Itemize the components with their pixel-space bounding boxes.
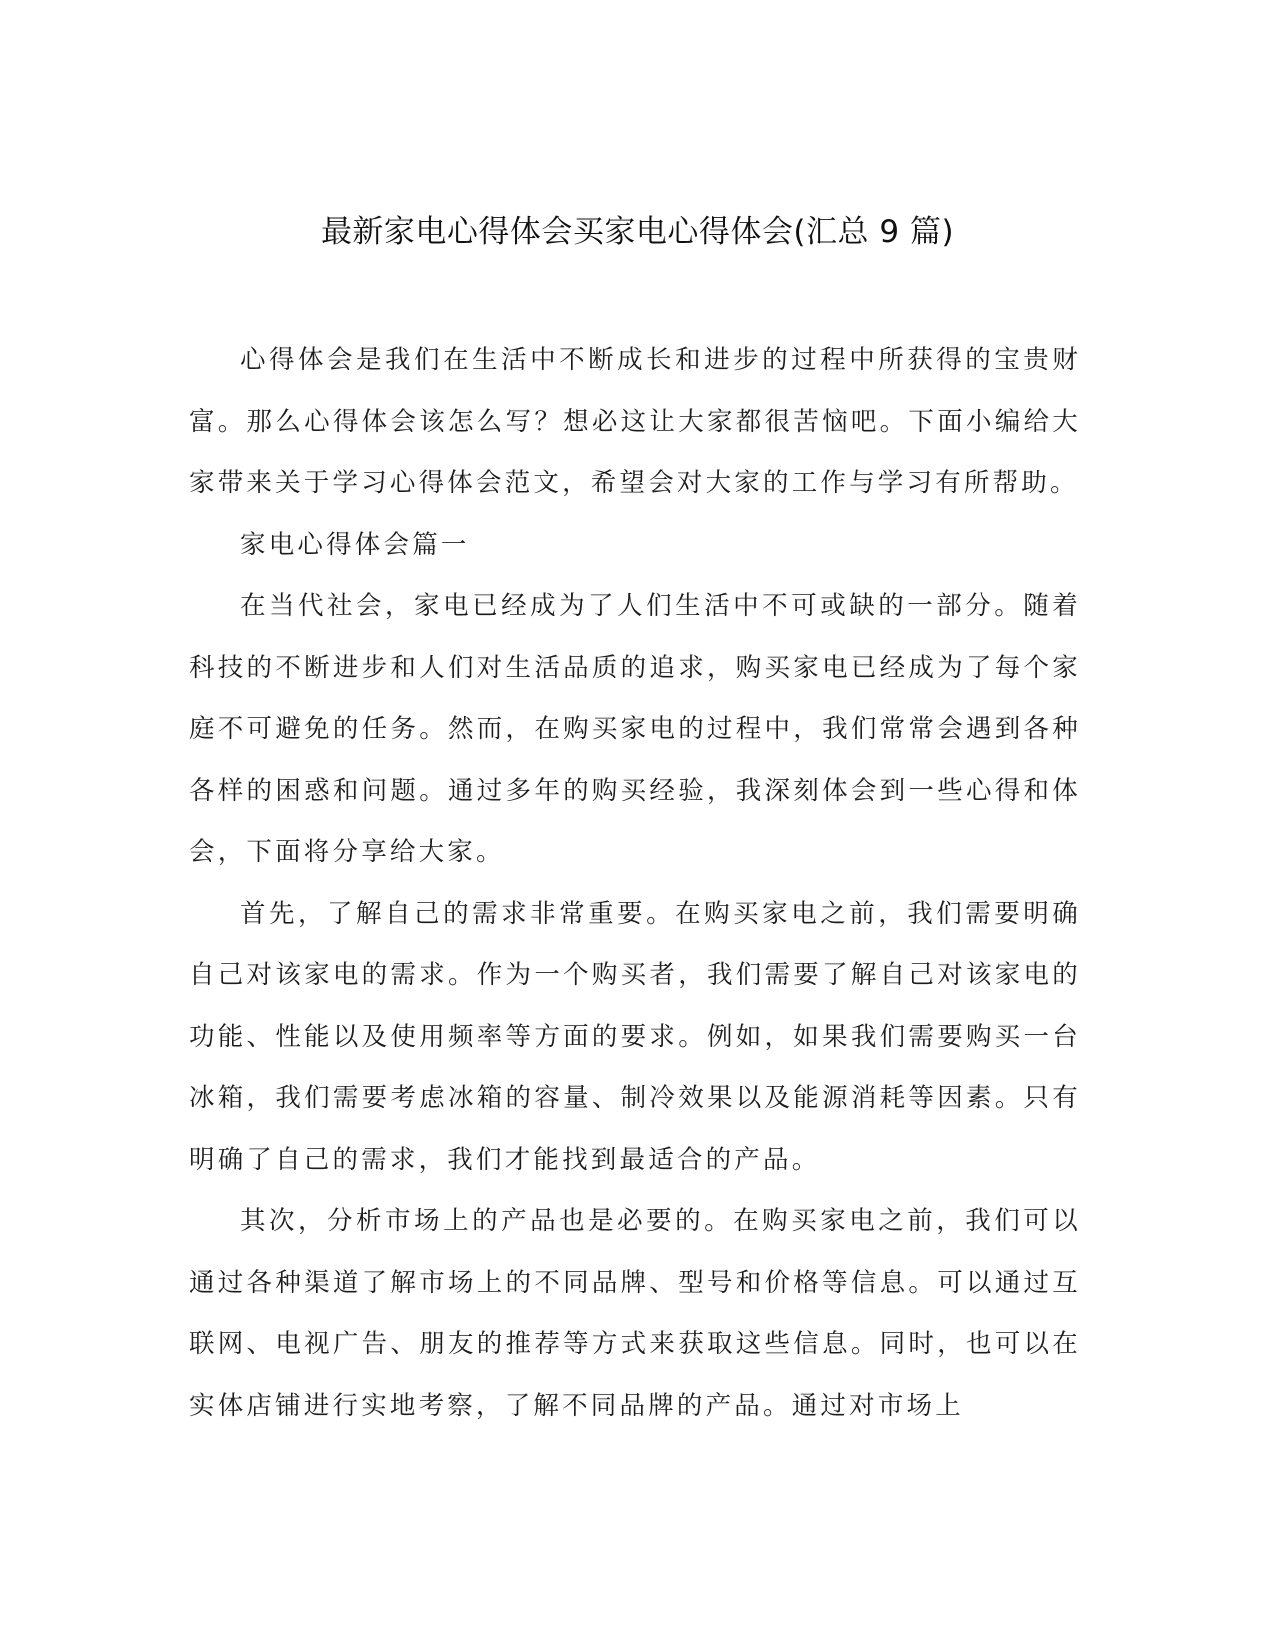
body-paragraph: 首先，了解自己的需求非常重要。在购买家电之前，我们需要明确自己对该家电的需求。作为一个购买者，我们需要了解自己对该家电的功能、性能以及使用频率等方面的要求。例如，如果我们需要购买一台冰箱，我们需要考虑冰箱的容量、制冷效果以及能源消耗等因素。只有明确了自己的需求，我们才能找到最适合的产品。 [189, 898, 1081, 1175]
body-paragraph: 其次，分析市场上的产品也是必要的。在购买家电之前，我们可以通过各种渠道了解市场上的不同品牌、型号和价格等信息。可以通过互联网、电视广告、朋友的推荐等方式来获取这些信息。同时，也可以在实体店铺进行实地考察，了解不同品牌的产品。通过对市场上 [189, 1206, 1081, 1421]
document-body [189, 330, 1081, 1437]
document-title: 最新家电心得体会买家电心得体会(汇总 9 篇) [320, 214, 955, 250]
body-paragraph: 在当代社会，家电已经成为了人们生活中不可或缺的一部分。随着科技的不断进步和人们对生活品质的追求，购买家电已经成为了每个家庭不可避免的任务。然而，在购买家电的过程中，我们常常会遇到各种各样的困惑和问题。通过多年的购买经验，我深刻体会到一些心得和体会，下面将分享给大家。 [189, 591, 1081, 867]
section-heading: 家电心得体会篇一 [240, 529, 470, 560]
intro-paragraph: 心得体会是我们在生活中不断成长和进步的过程中所获得的宝贵财富。那么心得体会该怎么写？想必这让大家都很苦恼吧。下面小编给大家带来关于学习心得体会范文，希望会对大家的工作与学习有所帮助。 [189, 345, 1081, 498]
